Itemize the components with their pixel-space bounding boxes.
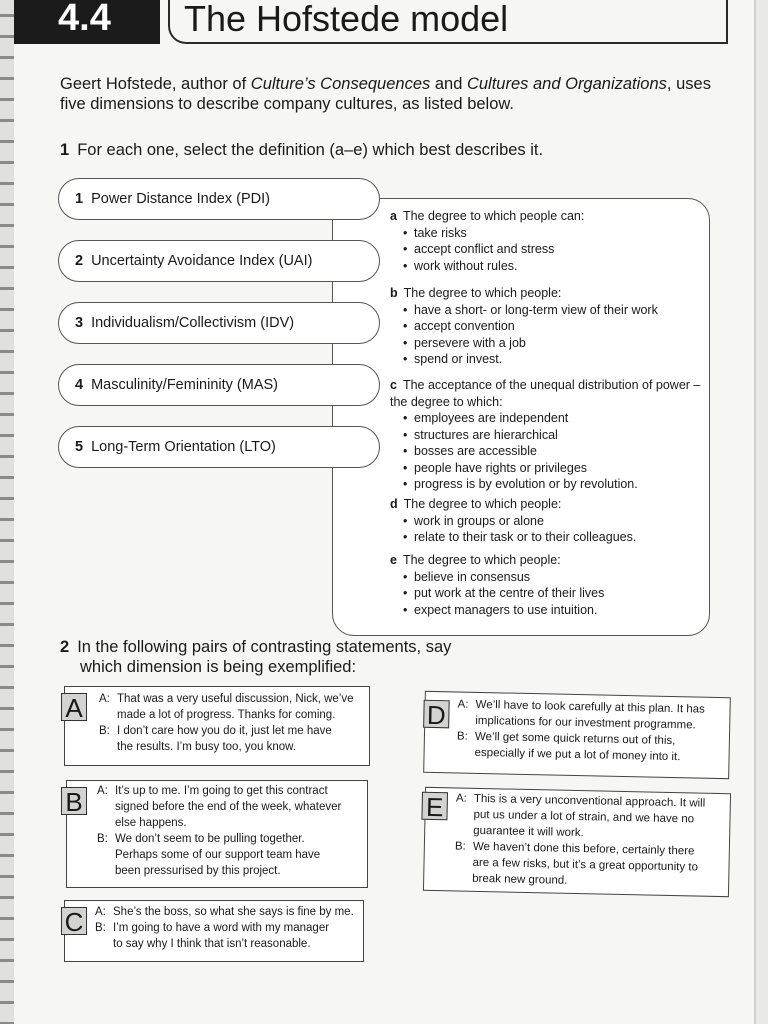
pair-letter: C bbox=[61, 907, 87, 935]
statement-text: implications for our investment programme. bbox=[475, 714, 696, 732]
definition-list bbox=[390, 225, 710, 275]
statement-text: She’s the boss, so what she says is fine by me. bbox=[113, 906, 354, 918]
speaker-label: A: bbox=[457, 698, 469, 711]
speaker-label bbox=[457, 712, 475, 728]
statement-pair-a bbox=[64, 686, 370, 766]
book-title: Cultures and Organizations bbox=[466, 75, 667, 93]
statement-text: We haven’t done this before, certainly there bbox=[472, 840, 695, 858]
dimension-number: 5 bbox=[75, 439, 84, 455]
statement-text: else happens. bbox=[115, 817, 187, 829]
list-item: • accept conflict and stress bbox=[414, 241, 710, 258]
list-item: • employees are independent bbox=[414, 410, 710, 427]
instruction-text: For each one, select the definition (a–e) which best describes it. bbox=[77, 141, 544, 159]
definition-list bbox=[390, 569, 710, 619]
spiral-binding bbox=[0, 0, 14, 1024]
pair-statements bbox=[454, 790, 705, 891]
pair-letter: B bbox=[61, 787, 87, 815]
list-item: • work in groups or alone bbox=[414, 513, 710, 530]
statement-text: to say why I think that isn’t reasonable. bbox=[113, 938, 311, 950]
exercise-number: 1 bbox=[60, 141, 70, 159]
list-item: • persevere with a job bbox=[414, 335, 710, 352]
pair-statements bbox=[99, 691, 353, 755]
speaker-label bbox=[97, 863, 115, 879]
statement-pair-b bbox=[66, 780, 368, 888]
speaker-label bbox=[99, 739, 117, 755]
list-item: • put work at the centre of their lives bbox=[414, 585, 710, 602]
intro-paragraph bbox=[60, 74, 720, 114]
speaker-label bbox=[455, 806, 473, 822]
definition-lead: The acceptance of the unequal distribution of power – the degree to which: bbox=[390, 378, 701, 409]
dimension-item[interactable] bbox=[58, 240, 380, 282]
statement-pair-c bbox=[64, 900, 364, 962]
page-title: The Hofstede model bbox=[168, 0, 728, 44]
statement-text: Perhaps some of our support team have bbox=[115, 849, 321, 861]
speaker-label: A: bbox=[97, 785, 108, 797]
book-title: Culture’s Consequences bbox=[250, 75, 431, 93]
speaker-label: B: bbox=[99, 725, 110, 737]
statement-text: signed before the end of the week, whatever bbox=[115, 801, 342, 813]
speaker-label bbox=[455, 822, 473, 838]
list-item: • people have rights or privileges bbox=[414, 460, 710, 477]
list-item: • work without rules. bbox=[414, 258, 710, 275]
speaker-label bbox=[456, 744, 474, 760]
definition-letter: a bbox=[390, 209, 397, 223]
exercise-number: 2 bbox=[60, 638, 70, 656]
statement-text: guarantee it will work. bbox=[473, 824, 584, 840]
dimension-label: Uncertainty Avoidance Index (UAI) bbox=[91, 253, 313, 269]
statement-text: break new ground. bbox=[472, 872, 568, 887]
pair-statements bbox=[456, 696, 705, 765]
speaker-label bbox=[454, 870, 472, 886]
dimension-number: 1 bbox=[75, 191, 84, 207]
pair-letter: A bbox=[61, 693, 87, 721]
statement-text: It’s up to me. I’m going to get this contract bbox=[115, 785, 328, 797]
list-item: • structures are hierarchical bbox=[414, 427, 710, 444]
instruction-text: which dimension is being exemplified: bbox=[80, 658, 357, 676]
pair-letter: D bbox=[423, 700, 450, 729]
speaker-label bbox=[97, 799, 115, 815]
speaker-label bbox=[97, 815, 115, 831]
intro-text: Geert Hofstede, author of bbox=[60, 75, 251, 93]
dimension-label: Individualism/Collectivism (IDV) bbox=[91, 315, 295, 331]
dimension-item[interactable] bbox=[58, 178, 380, 220]
instruction-text: In the following pairs of contrasting statements, say bbox=[77, 638, 452, 656]
speaker-label bbox=[95, 936, 113, 952]
definition-letter: b bbox=[390, 286, 398, 300]
speaker-label: B: bbox=[454, 840, 466, 853]
dimension-number: 3 bbox=[75, 315, 84, 331]
list-item: • accept convention bbox=[414, 318, 710, 335]
definition-list bbox=[390, 302, 710, 368]
intro-text: , uses five dimensions to describe company cultures, as listed below. bbox=[60, 75, 711, 113]
definition-e bbox=[390, 552, 710, 618]
statement-text: especially if we put a lot of money into it. bbox=[474, 746, 681, 764]
definition-lead: The degree to which people: bbox=[403, 286, 562, 300]
speaker-label: A: bbox=[95, 906, 106, 918]
definition-list bbox=[390, 513, 710, 546]
list-item: • expect managers to use intuition. bbox=[414, 602, 710, 619]
speaker-label: A: bbox=[99, 693, 110, 705]
definition-lead: The degree to which people can: bbox=[402, 209, 585, 223]
definition-a bbox=[390, 208, 710, 274]
definition-b bbox=[390, 285, 710, 368]
speaker-label bbox=[97, 847, 115, 863]
speaker-label: B: bbox=[95, 922, 106, 934]
statement-text: We’ll get some quick returns out of this, bbox=[474, 730, 676, 748]
list-item: • progress is by evolution or by revolution. bbox=[414, 476, 710, 493]
speaker-label: B: bbox=[456, 730, 468, 743]
section-number: 4.4 bbox=[14, 0, 160, 44]
statement-text: We’ll have to look carefully at this plan. It has bbox=[475, 698, 705, 716]
definition-letter: c bbox=[390, 378, 397, 392]
statement-text: put us under a lot of strain, and we have no bbox=[473, 808, 695, 826]
statement-pair-d bbox=[423, 691, 731, 779]
definition-lead: The degree to which people: bbox=[403, 497, 562, 511]
pair-statements bbox=[95, 904, 354, 952]
dimension-number: 4 bbox=[75, 377, 84, 393]
pair-statements bbox=[97, 783, 341, 879]
dimension-label: Long-Term Orientation (LTO) bbox=[91, 439, 276, 455]
list-item: • bosses are accessible bbox=[414, 443, 710, 460]
statement-text: are a few risks, but it’s a great opportunity to bbox=[472, 856, 699, 874]
list-item: • spend or invest. bbox=[414, 351, 710, 368]
list-item: • take risks bbox=[414, 225, 710, 242]
statement-text: made a lot of progress. Thanks for coming. bbox=[117, 709, 336, 721]
list-item: • relate to their task or to their colleagues. bbox=[414, 529, 710, 546]
speaker-label bbox=[99, 707, 117, 723]
statement-text: the results. I’m busy too, you know. bbox=[117, 741, 296, 753]
definition-c bbox=[390, 377, 710, 493]
definition-d bbox=[390, 496, 710, 546]
speaker-label bbox=[454, 854, 472, 870]
list-item: • have a short- or long-term view of their work bbox=[414, 302, 710, 319]
exercise-1-instruction bbox=[60, 141, 543, 160]
exercise-2-instruction bbox=[60, 637, 480, 677]
dimension-item[interactable] bbox=[58, 302, 380, 344]
statement-text: I don’t care how you do it, just let me have bbox=[117, 725, 332, 737]
pair-letter: E bbox=[421, 792, 448, 821]
definition-letter: e bbox=[390, 553, 397, 567]
statement-text: That was a very useful discussion, Nick, we’ve bbox=[117, 693, 354, 705]
statement-text: This is a very unconventional approach. It will bbox=[473, 792, 706, 810]
dimension-label: Masculinity/Femininity (MAS) bbox=[91, 377, 278, 393]
statement-text: I’m going to have a word with my manager bbox=[113, 922, 330, 934]
definition-letter: d bbox=[390, 497, 398, 511]
definition-lead: The degree to which people: bbox=[402, 553, 561, 567]
dimension-number: 2 bbox=[75, 253, 84, 269]
definition-list bbox=[390, 410, 710, 493]
speaker-label: A: bbox=[455, 792, 467, 805]
intro-text: and bbox=[430, 75, 467, 93]
statement-pair-e bbox=[423, 787, 731, 897]
dimension-label: Power Distance Index (PDI) bbox=[91, 191, 270, 207]
speaker-label: B: bbox=[97, 833, 108, 845]
statement-text: been pressurised by this project. bbox=[115, 865, 281, 877]
dimension-item[interactable] bbox=[58, 426, 380, 468]
statement-text: We don’t seem to be pulling together. bbox=[115, 833, 305, 845]
dimension-item[interactable] bbox=[58, 364, 380, 406]
list-item: • believe in consensus bbox=[414, 569, 710, 586]
